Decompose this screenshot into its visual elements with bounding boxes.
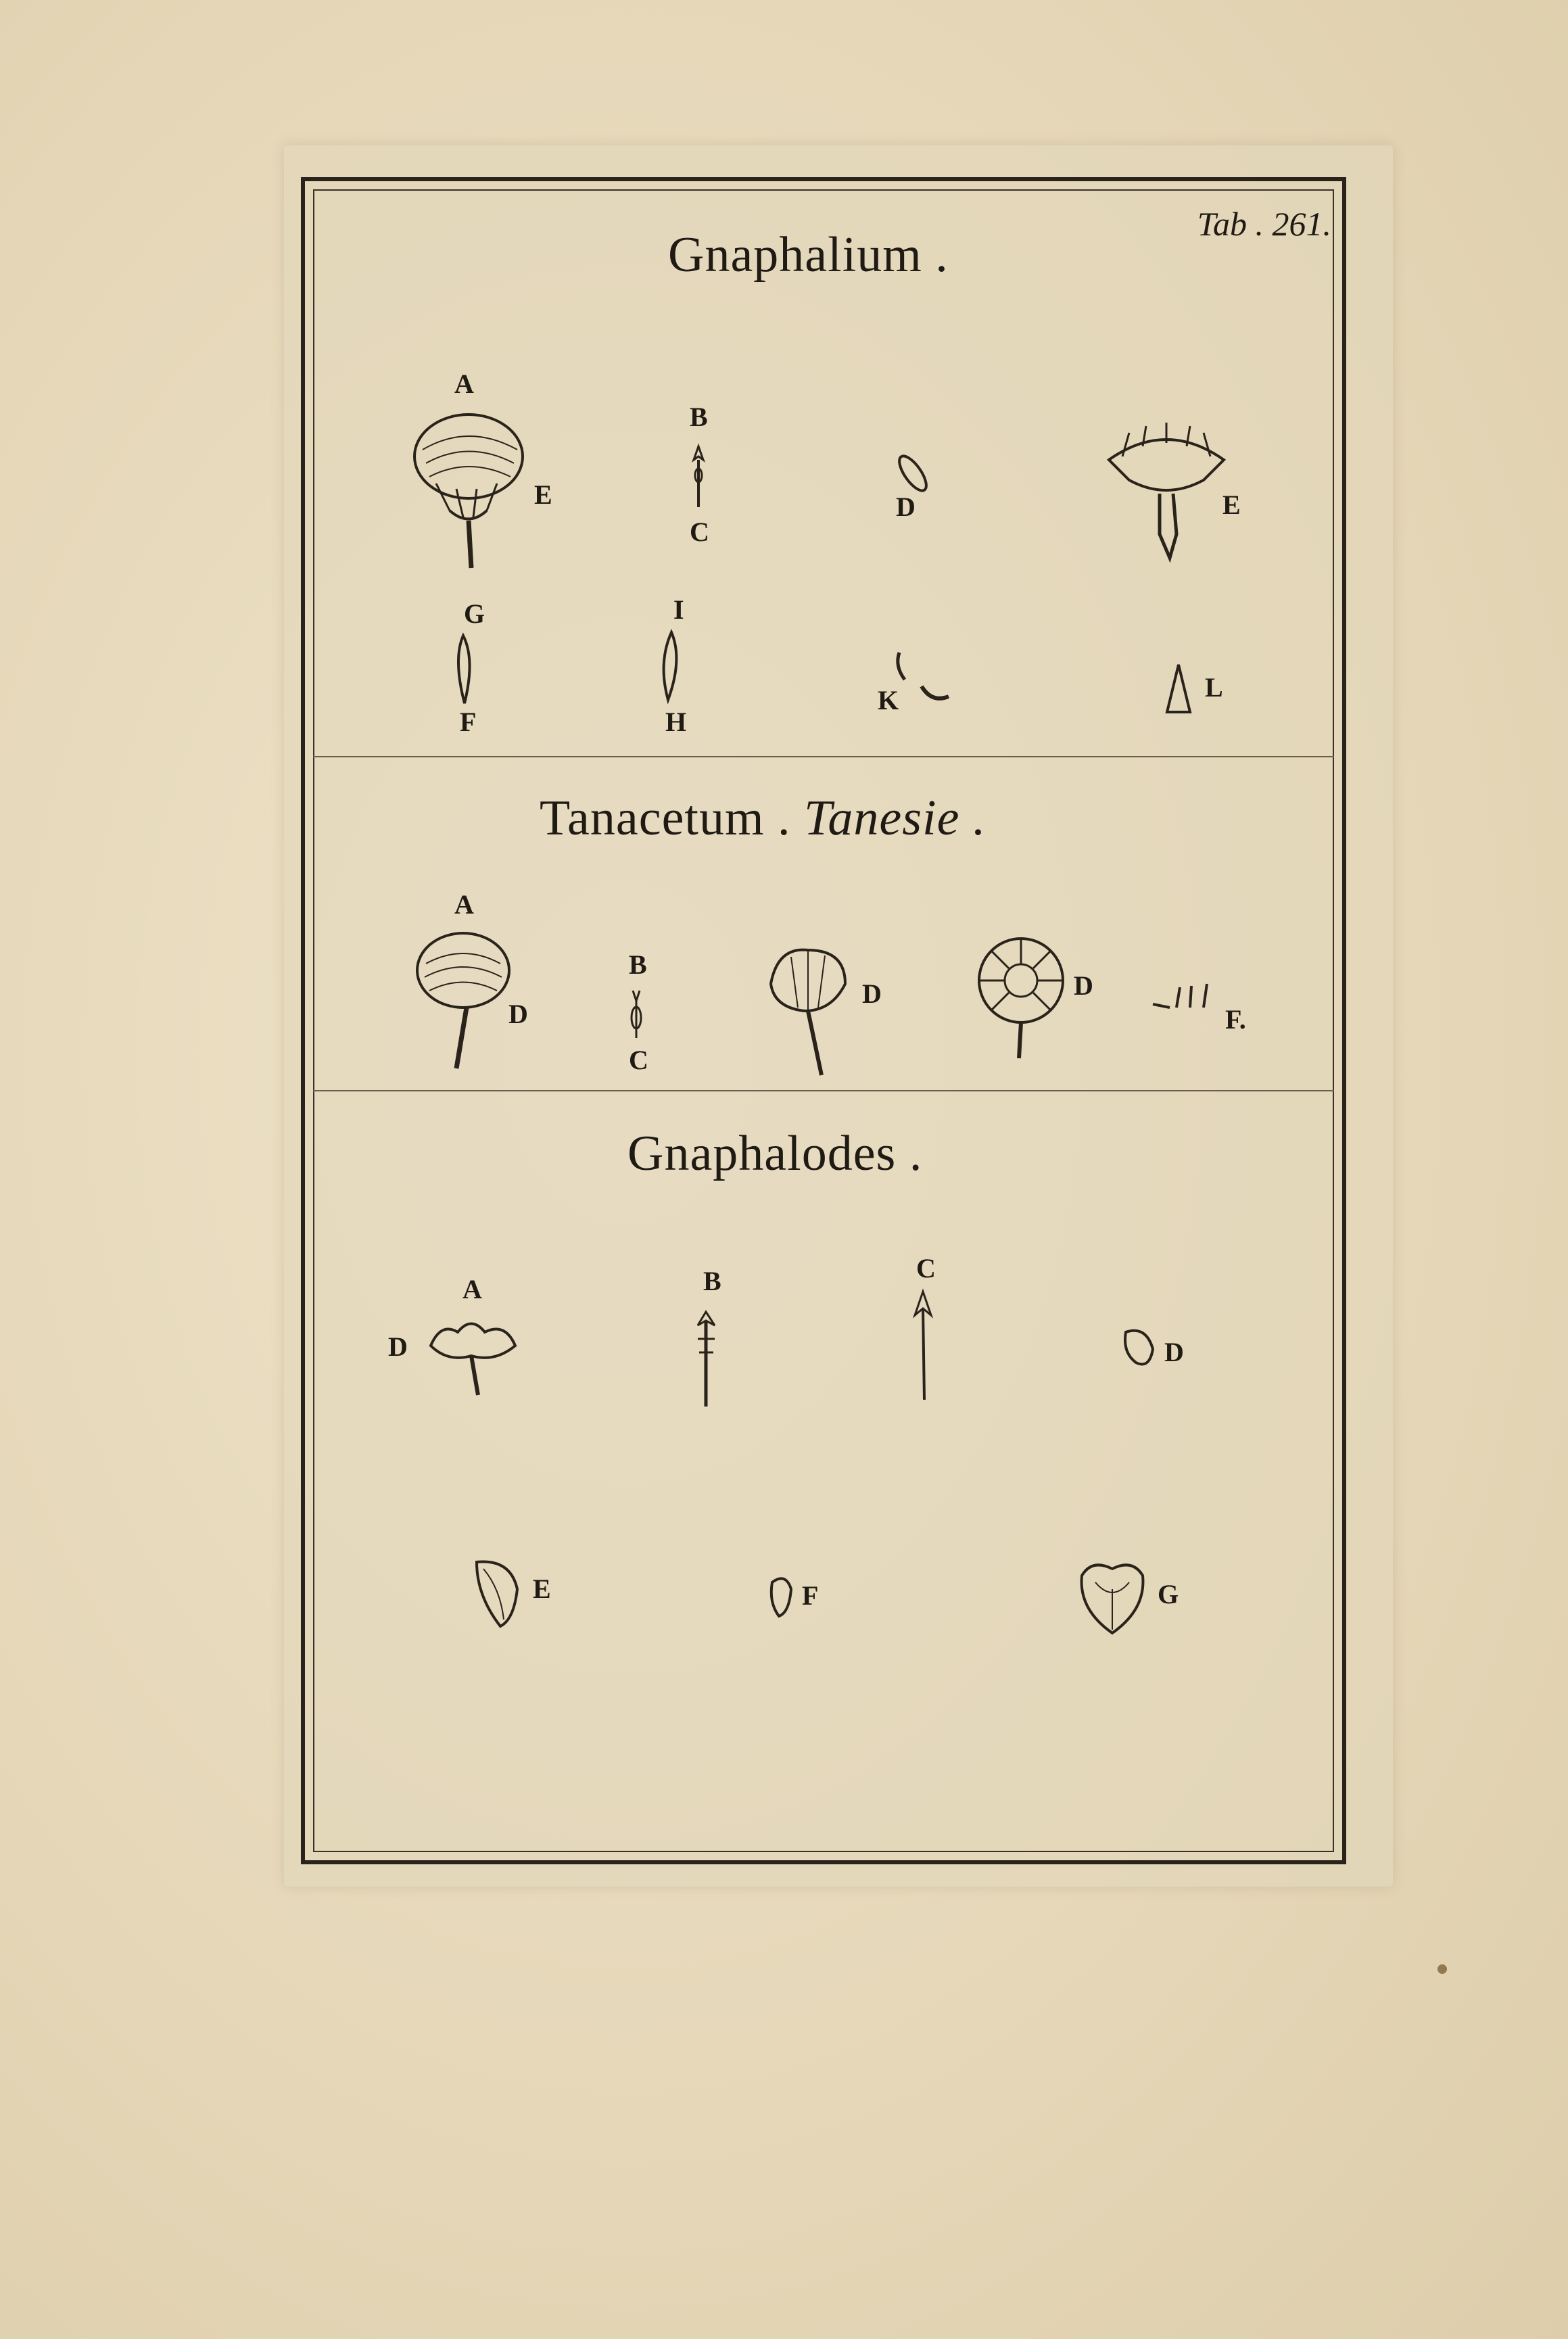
- figure-label: E: [534, 479, 552, 510]
- floret-figure: [691, 1308, 721, 1410]
- seed-figure: [1119, 1325, 1160, 1373]
- figure-label: K: [878, 685, 899, 715]
- seed-figure: [893, 450, 933, 497]
- figure-label: E: [533, 1574, 551, 1604]
- ink-spot: [1438, 1964, 1447, 1974]
- figure-label: D: [1164, 1337, 1184, 1367]
- floret-figure: [626, 987, 646, 1041]
- figure-label: C: [690, 517, 709, 547]
- figure-label: L: [1205, 672, 1223, 703]
- section-title-gnaphalodes: Gnaphalodes .: [627, 1126, 923, 1181]
- figure-label: B: [703, 1266, 721, 1296]
- flower-head-figure: [409, 409, 531, 571]
- figure-label: D: [388, 1331, 408, 1362]
- section-divider: [313, 1090, 1334, 1091]
- scale-figure: [891, 649, 952, 710]
- fruit-figure: [1075, 1555, 1149, 1636]
- figure-label: I: [673, 594, 684, 625]
- figure-label: D: [896, 492, 916, 522]
- figure-label: C: [629, 1045, 648, 1075]
- figure-label: F: [802, 1580, 819, 1611]
- section-title-gnaphalium: Gnaphalium .: [668, 227, 949, 283]
- flower-head-top-figure: [970, 937, 1072, 1062]
- figure-label: F.: [1225, 1004, 1246, 1035]
- floret-figure: [450, 632, 477, 707]
- figure-label: G: [1158, 1579, 1179, 1609]
- figure-label: B: [629, 949, 647, 980]
- figure-label: A: [454, 369, 474, 399]
- seed-figure: [470, 1555, 524, 1630]
- figure-label: D: [1074, 970, 1093, 1001]
- section-divider: [313, 756, 1334, 757]
- flower-head-figure: [427, 1315, 519, 1396]
- figure-label: A: [462, 1274, 482, 1304]
- scales-figure: [1149, 981, 1224, 1014]
- figure-label: B: [690, 402, 708, 432]
- flower-head-side-figure: [764, 943, 852, 1079]
- figure-label: G: [464, 598, 485, 629]
- plate-number: Tab . 261.: [1197, 205, 1331, 243]
- bract-figure: [1162, 661, 1195, 715]
- flower-head-section-figure: [1102, 419, 1231, 565]
- floret-figure: [909, 1288, 936, 1403]
- floret-figure: [688, 443, 709, 511]
- figure-label: A: [454, 889, 474, 920]
- figure-label: F: [460, 707, 477, 737]
- figure-label: C: [916, 1253, 936, 1283]
- section-title-vernacular: Tanesie .: [804, 790, 987, 846]
- figure-label: D: [508, 999, 528, 1029]
- flower-head-figure: [412, 930, 514, 1072]
- figure-label: E: [1222, 490, 1241, 520]
- seed-figure: [765, 1572, 796, 1620]
- section-title-tanacetum: [540, 790, 986, 847]
- figure-label: D: [862, 978, 882, 1009]
- floret-figure: [655, 629, 685, 703]
- figure-label: H: [665, 707, 687, 737]
- section-title-latin: Tanacetum .: [540, 790, 791, 846]
